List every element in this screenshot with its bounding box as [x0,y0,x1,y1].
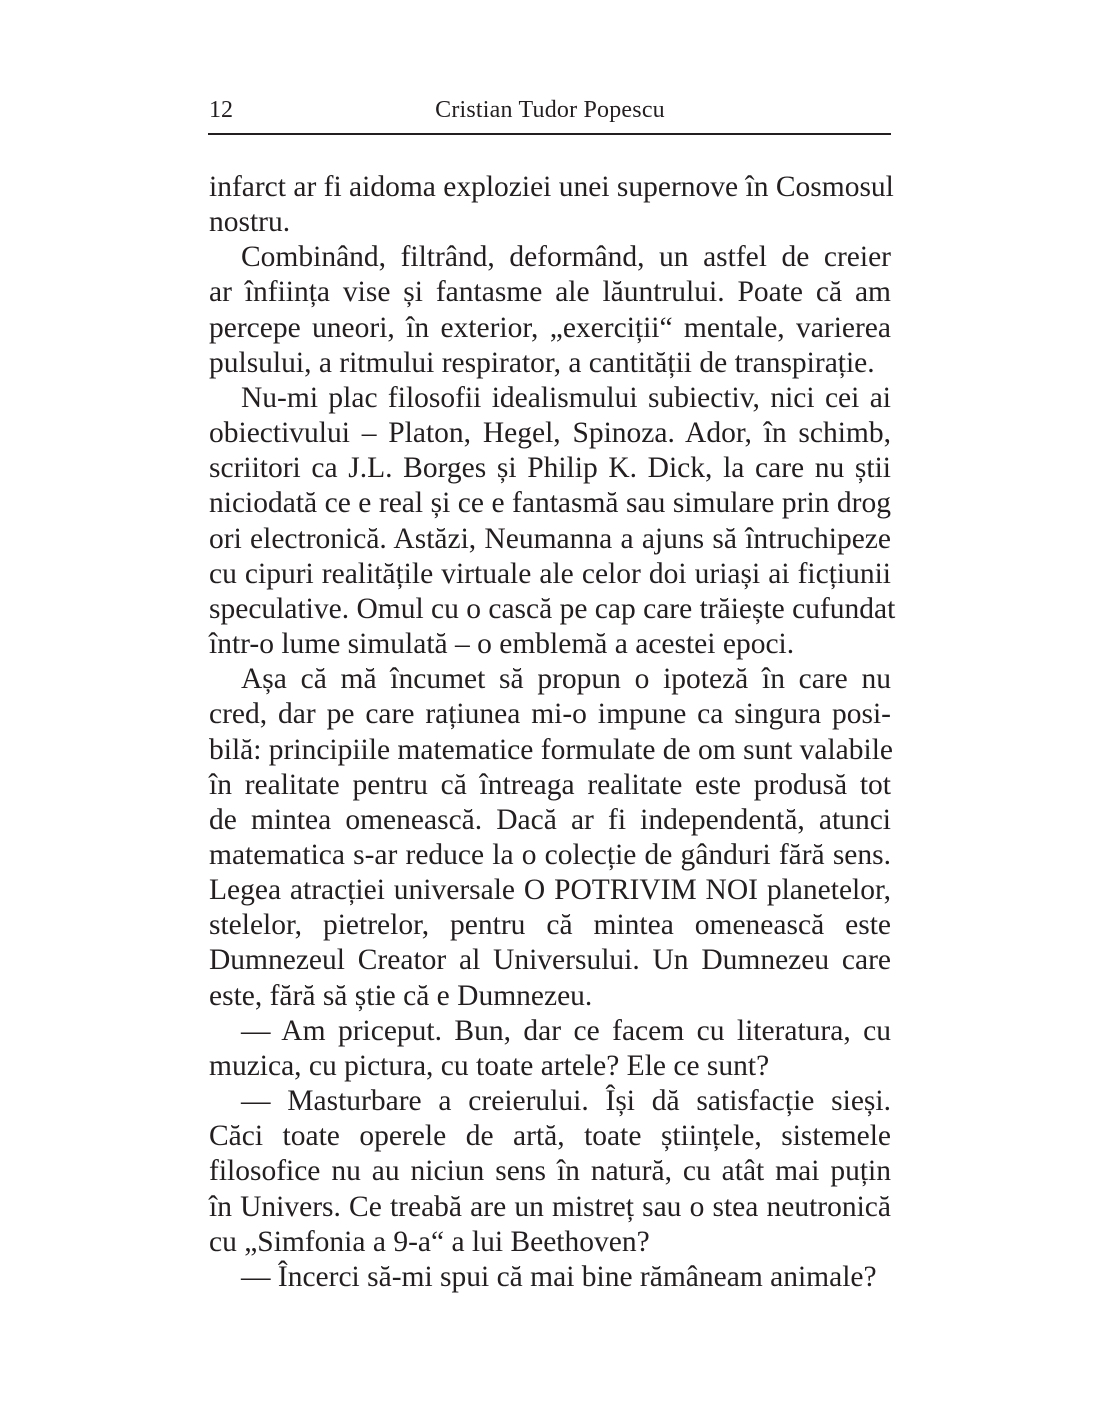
text-line: — Încerci să-mi spui că mai bine rămâneam animale? [241,1260,877,1293]
text-line: este, fără să știe că e Dumnezeu. [209,979,593,1012]
text-line: — Masturbare a creierului. Își dă satisfacție sieși. [241,1085,891,1118]
text-line: Căci toate operele de artă, toate științele, sistemele [209,1120,891,1153]
text-line: cu cipuri realitățile virtuale ale celor doi uriași ai ficțiunii [209,557,891,590]
body-text [209,170,896,1295]
text-line: nostru. [209,206,291,239]
paragraph [209,381,896,662]
text-line: — Am priceput. Bun, dar ce facem cu literatura, cu [241,1014,891,1047]
text-line: de mintea omenească. Dacă ar fi independentă, atunci [209,803,891,836]
paragraph [209,1084,891,1260]
text-line: Legea atracției universale O POTRIVIM NOI planetelor, [209,874,891,907]
text-line: scriitori ca J.L. Borges și Philip K. Dick, la care nu știi [209,452,891,485]
text-line: cu „Simfonia a 9-a“ a lui Beethoven? [209,1225,650,1258]
text-line: ori electronică. Astăzi, Neumanna a ajuns să întruchipeze [209,522,891,555]
text-line: obiectivului – Platon, Hegel, Spinoza. Ador, în schimb, [209,417,891,450]
text-line: în realitate pentru că întreaga realitate este produsă tot [209,768,891,801]
text-line: stelelor, pietrelor, pentru că mintea omenească este [209,909,891,942]
header-rule [208,133,891,135]
text-line: Așa că mă încumet să propun o ipoteză în care nu [241,663,891,696]
text-line: pulsului, a ritmului respirator, a cantității de transpirație. [209,346,875,379]
paragraph [209,662,894,1014]
running-head [209,94,891,130]
text-line: percepe uneori, în exterior, „exerciții“ mentale, varierea [209,311,891,344]
text-line: muzica, cu pictura, cu toate artele? Ele ce sunt? [209,1049,770,1082]
paragraph [209,240,891,381]
page-number: 12 [209,97,233,123]
paragraph [209,1260,891,1295]
running-title: Cristian Tudor Popescu [435,97,665,123]
text-line: speculative. Omul cu o cască pe cap care trăiește cufundat [209,592,896,625]
text-line: bilă: principiile matematice formulate de om sunt valabile [209,733,894,766]
text-line: într-o lume simulată – o emblemă a acestei epoci. [209,628,795,661]
text-line: în Univers. Ce treabă are un mistreț sau o stea neutronică [209,1190,891,1223]
text-line: filosofice nu au niciun sens în natură, cu atât mai puțin [209,1155,891,1188]
paragraph [209,1014,891,1084]
text-line: niciodată ce e real și ce e fantasmă sau simulare prin drog [209,487,891,520]
text-line: infarct ar fi aidoma exploziei unei supernove în Cosmosul [209,171,894,203]
text-line: Dumnezeul Creator al Universului. Un Dumnezeu care [209,944,891,977]
text-line: Combinând, filtrând, deformând, un astfel de creier [241,241,891,274]
paragraph [209,170,894,240]
text-line: ar înființa vise și fantasme ale lăuntrului. Poate că am [209,276,891,309]
text-line: cred, dar pe care rațiunea mi-o impune ca singura posi- [209,698,891,731]
text-line: matematica s-ar reduce la o colecție de gânduri fără sens. [209,838,891,871]
text-line: Nu-mi plac filosofii idealismului subiectiv, nici cei ai [241,381,891,414]
